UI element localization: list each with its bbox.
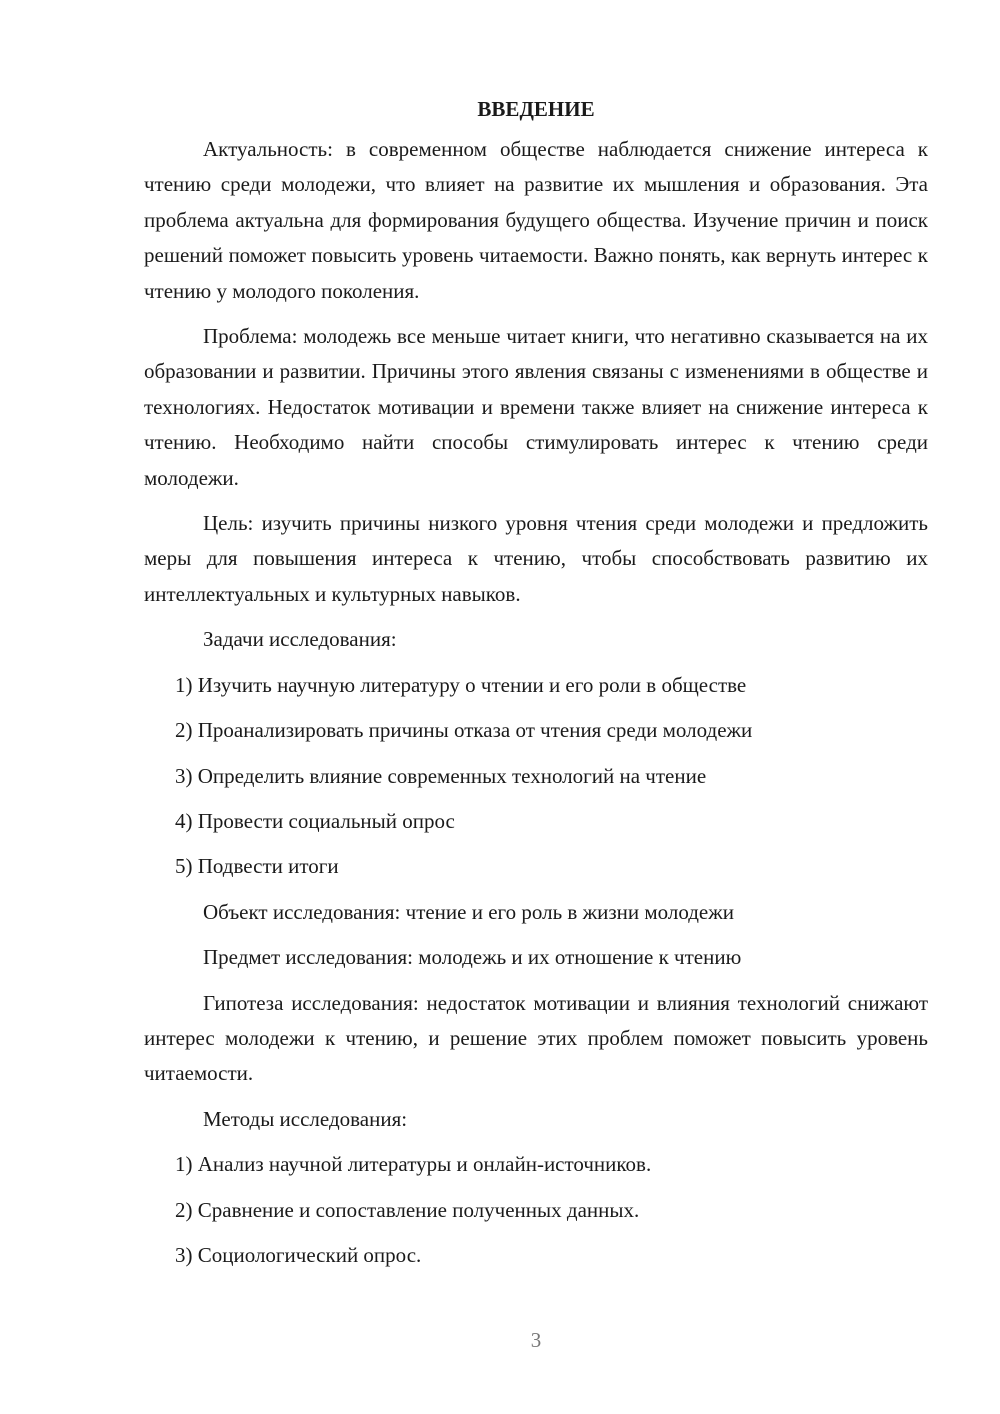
- page-number: 3: [530, 1328, 542, 1352]
- hypothesis-paragraph: Гипотеза исследования: недостаток мотивации и влияния технологий снижают интерес молодежи к чтению, и решение этих проблем поможет повысить уровень читаемости.: [144, 990, 928, 1086]
- object-line: Объект исследования: чтение и его роль в жизни молодежи: [203, 899, 734, 924]
- task-item: 2) Проанализировать причины отказа от чтения среди молодежи: [175, 718, 753, 743]
- problem-paragraph: Проблема: молодежь все меньше читает книги, что негативно сказывается на их образовании и развитии. Причины этого явления связаны с изменениями в обществе и технологиях. Недостаток мотивации и времени также влияет на снижение интереса к чтению. Необходимо найти способы стимулировать интерес к чтению среди молодежи.: [144, 324, 928, 490]
- task-item: 5) Подвести итоги: [175, 854, 339, 879]
- relevance-paragraph: Актуальность: в современном обществе наблюдается снижение интереса к чтению среди молодежи, что влияет на развитие их мышления и образования. Эта проблема актуальна для формирования будущего общества. Изучение причин и поиск решений поможет повысить уровень читаемости. Важно понять, как вернуть интерес к чтению у молодого поколения.: [144, 137, 928, 303]
- method-item: 1) Анализ научной литературы и онлайн-источников.: [175, 1152, 652, 1177]
- subject-line: Предмет исследования: молодежь и их отношение к чтению: [203, 945, 742, 970]
- tasks-label: Задачи исследования:: [203, 627, 397, 652]
- goal-paragraph: Цель: изучить причины низкого уровня чтения среди молодежи и предложить меры для повышения интереса к чтению, чтобы способствовать развитию их интеллектуальных и культурных навыков.: [144, 511, 928, 606]
- task-item: 4) Провести социальный опрос: [175, 808, 455, 833]
- task-item: 3) Определить влияние современных технологий на чтение: [175, 763, 707, 788]
- methods-list: [144, 1147, 928, 1273]
- page-content: [144, 92, 928, 1283]
- task-item: 1) Изучить научную литературу о чтении и его роли в обществе: [175, 672, 747, 697]
- method-item: 2) Сравнение и сопоставление полученных данных.: [175, 1197, 640, 1222]
- method-item: 3) Социологический опрос.: [175, 1242, 422, 1267]
- page-title: ВВЕДЕНИЕ: [477, 97, 595, 121]
- methods-label: Методы исследования:: [203, 1106, 408, 1131]
- tasks-list: [144, 668, 928, 885]
